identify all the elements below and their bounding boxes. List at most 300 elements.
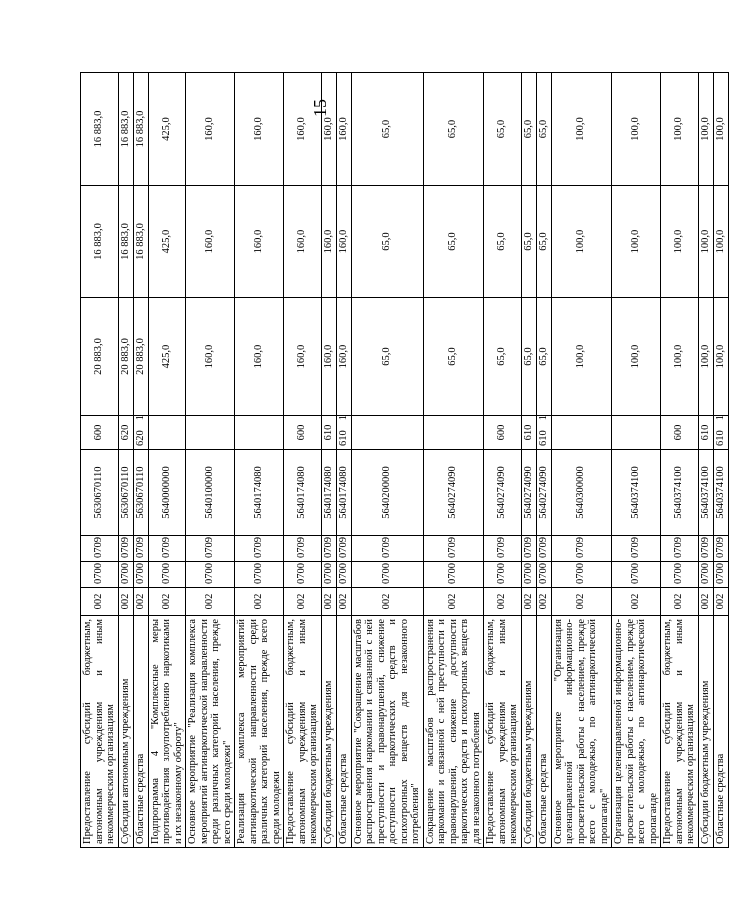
section-code-text: 0700 [673, 563, 685, 584]
target-article-cell [81, 450, 119, 536]
amount-year-1-cell [713, 298, 728, 416]
row-name-cell [698, 616, 713, 848]
amount-year-3-text: 160,0 [253, 117, 264, 141]
subsection-code-cell [661, 536, 699, 562]
amount-year-2-cell [133, 186, 148, 298]
row-name-text: Областные средства [134, 753, 146, 844]
amount-year-1-text: 65,0 [522, 347, 534, 366]
amount-year-2-text: 160,0 [253, 229, 264, 254]
expense-type-cell [484, 416, 522, 450]
target-article-text: 5640374100 [630, 466, 641, 519]
row-name-cell [551, 616, 612, 848]
expense-type-text: 600 [673, 424, 685, 441]
section-code-cell [133, 562, 148, 588]
amount-year-2-text: 65,0 [537, 232, 549, 251]
amount-year-2-cell [321, 186, 336, 298]
subsection-code-cell [484, 536, 522, 562]
amount-year-1-cell [521, 298, 536, 416]
amount-year-1-text: 65,0 [496, 347, 508, 366]
amount-year-3-cell [698, 73, 713, 186]
row-name-cell [284, 616, 322, 848]
amount-year-1-text: 160,0 [337, 344, 349, 369]
section-code-text: 0700 [337, 563, 349, 584]
target-article-cell [235, 450, 284, 536]
target-article-text: 5640174080 [296, 466, 308, 519]
expense-type-cell [612, 416, 661, 450]
amount-year-3-text: 160,0 [337, 117, 349, 141]
row-name-text: Областные средства [337, 753, 349, 844]
amount-year-2-cell [698, 186, 713, 298]
row-name-text: Предоставление субсидий бюджетным, автономным учреждениям и иным некоммерческим организациям [662, 619, 696, 844]
table-row [551, 73, 612, 848]
table-row [423, 73, 484, 848]
amount-year-1-cell [698, 298, 713, 416]
section-code-cell [148, 562, 186, 588]
section-code-text: 0700 [699, 563, 711, 584]
amount-year-2-cell [235, 186, 284, 298]
amount-year-3-text: 100,0 [714, 117, 726, 141]
amount-year-3-cell [551, 73, 612, 186]
row-name-cell [235, 616, 284, 848]
amount-year-3-cell [133, 73, 148, 186]
amount-year-2-text: 100,0 [630, 229, 641, 254]
row-name-text: Предоставление субсидий бюджетным, автономным учреждениям и иным некоммерческим организациям [82, 619, 116, 844]
admin-code-text: 002 [134, 593, 146, 610]
amount-year-2-text: 16 883,0 [119, 223, 131, 260]
target-article-text: 5640300000 [575, 466, 587, 519]
amount-year-2-text: 65,0 [496, 232, 508, 251]
expense-type-text: 600 [496, 424, 508, 441]
row-name-cell [118, 616, 133, 848]
section-code-text: 0700 [522, 563, 534, 584]
section-code-cell [351, 562, 423, 588]
table-row [336, 73, 351, 848]
row-name-cell [484, 616, 522, 848]
admin-code-cell [133, 588, 148, 616]
expense-type-text: 600 [93, 424, 105, 441]
section-code-cell [321, 562, 336, 588]
section-code-text: 0700 [134, 563, 146, 584]
row-name-cell [536, 616, 551, 848]
amount-year-1-cell [235, 298, 284, 416]
subsection-code-cell [521, 536, 536, 562]
section-code-cell [521, 562, 536, 588]
row-name-cell [713, 616, 728, 848]
amount-year-3-cell [521, 73, 536, 186]
row-name-cell [81, 616, 119, 848]
expense-type-cell [536, 416, 551, 450]
table-row [235, 73, 284, 848]
target-article-text: 5630670110 [93, 466, 105, 519]
subsection-code-text: 0709 [630, 537, 641, 558]
table-row [133, 73, 148, 848]
section-code-text: 0700 [322, 563, 334, 584]
amount-year-2-cell [351, 186, 423, 298]
section-code-text: 0700 [204, 563, 215, 584]
admin-code-text: 002 [575, 593, 587, 610]
amount-year-3-cell [612, 73, 661, 186]
admin-code-cell [321, 588, 336, 616]
page-number: 15 [310, 99, 330, 117]
budget-table [80, 72, 729, 848]
target-article-cell [484, 450, 522, 536]
target-article-text: 5640174080 [337, 466, 349, 519]
amount-year-1-text: 65,0 [447, 347, 459, 366]
amount-year-2-text: 100,0 [673, 229, 685, 254]
target-article-cell [133, 450, 148, 536]
target-article-cell [536, 450, 551, 536]
row-name-cell [336, 616, 351, 848]
amount-year-3-text: 100,0 [673, 117, 685, 141]
row-name-text: Предоставление субсидий бюджетным, автономным учреждениям и иным некоммерческим организациям [285, 619, 319, 844]
table-row [118, 73, 133, 848]
amount-year-1-cell [148, 298, 186, 416]
subsection-code-cell [148, 536, 186, 562]
section-code-cell [284, 562, 322, 588]
subsection-code-text: 0709 [119, 537, 131, 558]
expense-type-text: 610 [322, 424, 334, 441]
target-article-text: 5640374100 [714, 466, 726, 519]
amount-year-3-cell [661, 73, 699, 186]
amount-year-3-cell [321, 73, 336, 186]
subsection-code-text: 0709 [447, 537, 459, 558]
expense-type-cell [186, 416, 235, 450]
row-name-cell [661, 616, 699, 848]
admin-code-text: 002 [381, 593, 392, 610]
table-row [661, 73, 699, 848]
amount-year-1-text: 20 883,0 [134, 338, 146, 375]
amount-year-3-text: 65,0 [537, 119, 549, 139]
amount-year-3-text: 16 883,0 [134, 110, 146, 148]
admin-code-text: 002 [537, 593, 549, 610]
row-name-text: Основное мероприятие "Организация целенаправленной информационно-просветительской работы с населением, прежде всего с молодежью, по антинаркотической пропаганде" [552, 619, 610, 844]
amount-year-1-cell [118, 298, 133, 416]
admin-code-text: 002 [673, 593, 685, 610]
admin-code-text: 002 [447, 593, 459, 610]
subsection-code-text: 0709 [714, 537, 726, 558]
target-article-cell [148, 450, 186, 536]
section-code-text: 0700 [447, 563, 459, 584]
row-name-text: Основное мероприятие "Реализация комплекса мероприятий антинаркотической направленности среди различных категорий населения, прежде всего среди молодежи" [187, 619, 233, 844]
subsection-code-cell [713, 536, 728, 562]
section-code-cell [713, 562, 728, 588]
subsection-code-text: 0709 [381, 537, 392, 558]
expense-type-cell [713, 416, 728, 450]
target-article-cell [284, 450, 322, 536]
amount-year-3-cell [186, 73, 235, 186]
admin-code-cell [148, 588, 186, 616]
expense-type-cell [698, 416, 713, 450]
target-article-cell [551, 450, 612, 536]
funding-source-mark: 1 [134, 415, 146, 421]
table-row [713, 73, 728, 848]
admin-code-cell [661, 588, 699, 616]
funding-source-mark: 1 [714, 415, 726, 421]
target-article-text: 5640000000 [160, 466, 172, 519]
row-name-cell [612, 616, 661, 848]
admin-code-text: 002 [322, 593, 334, 610]
row-name-text: Субсидии бюджетным учреждениям [322, 680, 334, 844]
target-article-cell [661, 450, 699, 536]
target-article-cell [336, 450, 351, 536]
admin-code-cell [118, 588, 133, 616]
amount-year-2-text: 65,0 [381, 232, 392, 251]
admin-code-text: 002 [714, 593, 726, 610]
section-code-cell [186, 562, 235, 588]
subsection-code-text: 0709 [699, 537, 711, 558]
amount-year-2-cell [551, 186, 612, 298]
subsection-code-cell [284, 536, 322, 562]
admin-code-cell [235, 588, 284, 616]
subsection-code-cell [118, 536, 133, 562]
section-code-text: 0700 [160, 563, 172, 584]
table-row [81, 73, 119, 848]
admin-code-cell [351, 588, 423, 616]
table-row [148, 73, 186, 848]
target-article-cell [698, 450, 713, 536]
row-name-text: Предоставление субсидий бюджетным, автономным учреждениям и иным некоммерческим организациям [485, 619, 519, 844]
expense-type-cell [521, 416, 536, 450]
expense-type-cell [118, 416, 133, 450]
subsection-code-cell [133, 536, 148, 562]
target-article-text: 5640374100 [699, 466, 711, 519]
amount-year-2-cell [612, 186, 661, 298]
amount-year-3-cell [713, 73, 728, 186]
amount-year-1-text: 160,0 [204, 344, 215, 369]
section-code-cell [81, 562, 119, 588]
table-row [536, 73, 551, 848]
amount-year-2-cell [484, 186, 522, 298]
admin-code-cell [484, 588, 522, 616]
subsection-code-cell [551, 536, 612, 562]
subsection-code-cell [321, 536, 336, 562]
section-code-text: 0700 [381, 563, 392, 584]
section-code-text: 0700 [93, 563, 105, 584]
subsection-code-text: 0709 [93, 537, 105, 558]
funding-source-mark: 1 [537, 415, 549, 421]
section-code-text: 0700 [253, 563, 264, 584]
admin-code-text: 002 [296, 593, 308, 610]
amount-year-1-text: 160,0 [296, 344, 308, 369]
expense-type-cell [321, 416, 336, 450]
amount-year-1-text: 100,0 [714, 344, 726, 369]
amount-year-1-cell [484, 298, 522, 416]
subsection-code-text: 0709 [160, 537, 172, 558]
row-name-cell [423, 616, 484, 848]
row-name-text: Областные средства [537, 753, 549, 844]
subsection-code-cell [423, 536, 484, 562]
admin-code-text: 002 [630, 593, 641, 610]
row-name-cell [351, 616, 423, 848]
subsection-code-cell [698, 536, 713, 562]
amount-year-3-cell [484, 73, 522, 186]
admin-code-cell [336, 588, 351, 616]
target-article-cell [321, 450, 336, 536]
target-article-cell [612, 450, 661, 536]
amount-year-1-cell [133, 298, 148, 416]
amount-year-2-cell [423, 186, 484, 298]
target-article-cell [713, 450, 728, 536]
target-article-text: 5640174080 [322, 466, 334, 519]
subsection-code-text: 0709 [537, 537, 549, 558]
row-name-cell [133, 616, 148, 848]
section-code-cell [698, 562, 713, 588]
amount-year-2-text: 160,0 [322, 229, 334, 254]
amount-year-3-text: 65,0 [522, 119, 534, 139]
target-article-cell [351, 450, 423, 536]
row-name-text: Субсидии бюджетным учреждениям [699, 680, 711, 844]
expense-type-cell [81, 416, 119, 450]
amount-year-3-text: 100,0 [699, 117, 711, 141]
admin-code-cell [698, 588, 713, 616]
target-article-text: 5640200000 [381, 466, 392, 519]
subsection-code-text: 0709 [322, 537, 334, 558]
admin-code-text: 002 [204, 593, 215, 610]
section-code-text: 0700 [630, 563, 641, 584]
expense-type-cell [661, 416, 699, 450]
admin-code-cell [186, 588, 235, 616]
admin-code-text: 002 [253, 593, 264, 610]
amount-year-3-text: 65,0 [381, 119, 392, 139]
amount-year-1-text: 65,0 [381, 347, 392, 366]
amount-year-2-text: 16 883,0 [93, 223, 105, 260]
budget-table-body [81, 73, 729, 848]
admin-code-text: 002 [522, 593, 534, 610]
target-article-cell [521, 450, 536, 536]
expense-type-cell [148, 416, 186, 450]
amount-year-2-text: 16 883,0 [134, 223, 146, 260]
amount-year-2-text: 100,0 [699, 229, 711, 254]
amount-year-3-cell [351, 73, 423, 186]
section-code-text: 0700 [714, 563, 726, 584]
subsection-code-cell [81, 536, 119, 562]
section-code-cell [336, 562, 351, 588]
subsection-code-cell [351, 536, 423, 562]
amount-year-2-cell [713, 186, 728, 298]
subsection-code-cell [536, 536, 551, 562]
row-name-text: Субсидии автономным учреждениям [119, 678, 131, 844]
expense-type-cell [133, 416, 148, 450]
amount-year-1-text: 160,0 [322, 344, 334, 369]
amount-year-2-text: 100,0 [575, 229, 587, 254]
expense-type-text: 610 [337, 430, 349, 446]
admin-code-text: 002 [699, 593, 711, 610]
admin-code-cell [284, 588, 322, 616]
expense-type-text: 610 [714, 430, 726, 446]
expense-type-text: 610 [537, 430, 549, 446]
admin-code-text: 002 [496, 593, 508, 610]
row-name-cell [321, 616, 336, 848]
amount-year-2-text: 65,0 [447, 232, 459, 251]
amount-year-3-cell [536, 73, 551, 186]
expense-type-text: 620 [119, 424, 131, 441]
amount-year-2-text: 425,0 [160, 229, 172, 254]
amount-year-1-cell [661, 298, 699, 416]
admin-code-cell [612, 588, 661, 616]
row-name-cell [186, 616, 235, 848]
amount-year-1-cell [423, 298, 484, 416]
amount-year-2-text: 160,0 [204, 229, 215, 254]
subsection-code-text: 0709 [253, 537, 264, 558]
table-row [698, 73, 713, 848]
amount-year-1-cell [81, 298, 119, 416]
target-article-text: 5640174080 [253, 466, 264, 519]
amount-year-2-cell [284, 186, 322, 298]
target-article-cell [186, 450, 235, 536]
expense-type-cell [284, 416, 322, 450]
amount-year-3-text: 100,0 [630, 117, 641, 141]
row-name-text: Основное мероприятие "Сокращение масштабов распространения наркомании и связанной с ней преступности и правонарушений, снижение доступности наркотических средств и психотропных веществ для незаконного потребления" [352, 619, 421, 844]
amount-year-3-text: 160,0 [204, 117, 215, 141]
section-code-cell [484, 562, 522, 588]
amount-year-1-text: 100,0 [575, 344, 587, 369]
admin-code-text: 002 [93, 593, 105, 610]
amount-year-1-text: 160,0 [253, 344, 264, 369]
funding-source-mark: 1 [337, 415, 349, 421]
table-row [612, 73, 661, 848]
target-article-text: 5630670110 [134, 466, 146, 519]
section-code-cell [612, 562, 661, 588]
amount-year-3-cell [81, 73, 119, 186]
row-name-cell [521, 616, 536, 848]
amount-year-2-cell [661, 186, 699, 298]
target-article-text: 5630670110 [119, 466, 131, 519]
target-article-text: 5640274090 [537, 466, 549, 519]
amount-year-1-text: 20 883,0 [119, 338, 131, 375]
expense-type-cell [336, 416, 351, 450]
admin-code-text: 002 [337, 593, 349, 610]
amount-year-3-cell [284, 73, 322, 186]
amount-year-3-text: 425,0 [160, 117, 172, 141]
subsection-code-text: 0709 [673, 537, 685, 558]
amount-year-3-text: 160,0 [296, 117, 308, 141]
expense-type-cell [551, 416, 612, 450]
amount-year-1-text: 425,0 [160, 344, 172, 369]
table-row [484, 73, 522, 848]
amount-year-1-text: 65,0 [537, 347, 549, 366]
amount-year-1-cell [551, 298, 612, 416]
amount-year-1-cell [284, 298, 322, 416]
amount-year-2-cell [536, 186, 551, 298]
admin-code-text: 002 [119, 593, 131, 610]
admin-code-cell [81, 588, 119, 616]
section-code-cell [551, 562, 612, 588]
amount-year-1-cell [612, 298, 661, 416]
subsection-code-text: 0709 [134, 537, 146, 558]
amount-year-3-text: 16 883,0 [119, 110, 131, 148]
table-row [321, 73, 336, 848]
amount-year-2-cell [186, 186, 235, 298]
table-row [284, 73, 322, 848]
amount-year-3-cell [118, 73, 133, 186]
amount-year-2-text: 65,0 [522, 232, 534, 251]
target-article-text: 5640274090 [522, 466, 534, 519]
subsection-code-text: 0709 [522, 537, 534, 558]
expense-type-text: 610 [699, 424, 711, 441]
admin-code-cell [536, 588, 551, 616]
amount-year-3-cell [423, 73, 484, 186]
subsection-code-cell [336, 536, 351, 562]
table-row [521, 73, 536, 848]
target-article-text: 5640374100 [673, 466, 685, 519]
amount-year-3-text: 16 883,0 [93, 110, 105, 148]
amount-year-2-cell [336, 186, 351, 298]
row-name-text: Субсидии бюджетным учреждениям [522, 680, 534, 844]
expense-type-cell [423, 416, 484, 450]
amount-year-1-text: 100,0 [630, 344, 641, 369]
target-article-text: 5640274090 [447, 466, 459, 519]
amount-year-3-cell [148, 73, 186, 186]
